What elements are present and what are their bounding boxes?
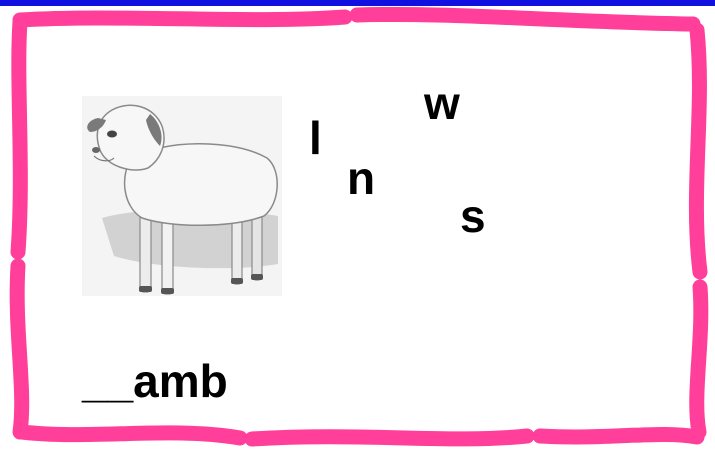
letter-option-l[interactable]: l [309, 112, 322, 164]
letter-option-n[interactable]: n [347, 152, 376, 204]
letter-option-w[interactable]: w [424, 77, 460, 129]
letter-option-s[interactable]: s [460, 190, 486, 242]
word-ending: amb [133, 355, 228, 407]
word-blank[interactable]: __ [82, 355, 134, 407]
word-puzzle [82, 355, 228, 407]
lamb-picture [82, 96, 282, 296]
